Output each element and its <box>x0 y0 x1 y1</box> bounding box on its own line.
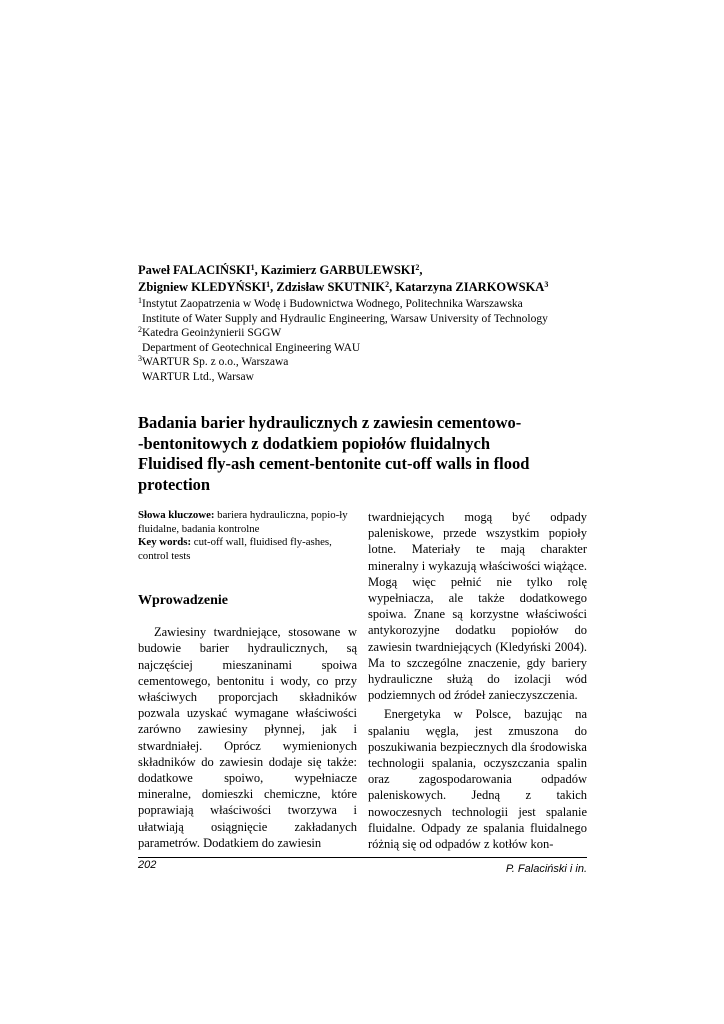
author-affil-marker: 1 <box>266 280 271 289</box>
body-paragraph: twardniejących mogą być odpady paleniskowe, przede wszystkim popioły lotne. Materiały te mają charakter mineralny i wykazują właściwości wiążące. Mogą więc pełnić nie tylko rolę wypełniacza, ale także dodatkowego spoiwa. Znane są korzystne właściwości antykorozyjne dodatku popiołów do zawiesin twardniejących (Kledyński 2004). Ma to szczególne znaczenie, gdy bariery hydrauliczne służą do izolacji wód podziemnych od źródeł zanieczyszczenia. <box>368 510 588 703</box>
author-name: , Kazimierz GARBULEWSKI <box>254 263 416 277</box>
running-author: P. Falaciński i in. <box>505 863 587 875</box>
body-paragraph: Zawiesiny twardniejące, stosowane w budowie barier hydraulicznych, są najczęściej mieszaninami spoiwa cementowego, bentonitu i wody, co przy właściwych proporcjach składników pozwala uzyskać wymagane właściwości zarówno zawiesiny płynnej, jak i stwardniałej. Oprócz wymienionych składników do zawiesin dodaje się także: dodatkowe spoiwo, wypełniacze mineralne, domieszki chemiczne, które poprawiają właściwości tworzywa i ułatwiają osiągnięcie zakładanych parametrów. Dodatkiem do zawiesin <box>138 625 357 850</box>
author-affil-marker: 1 <box>250 263 255 272</box>
keywords-en-text: cut-off wall, fluidised fly-ashes, control tests <box>138 536 332 562</box>
affiliation-2-pl: $^2$Katedra Geoinżynierii SGGW <box>138 325 282 339</box>
author-name: Zbigniew KLEDYŃSKI <box>138 280 267 294</box>
author-line-2 <box>138 279 608 296</box>
title-line: Badania barier hydraulicznych z zawiesin cementowo- <box>138 413 522 432</box>
author-separator: , <box>419 263 423 277</box>
keywords-en <box>138 536 357 563</box>
affiliation-3-pl: $^3$WARTUR Sp. z o.o., Warszawa <box>138 354 289 368</box>
author-affil-marker: 3 <box>544 280 549 289</box>
affiliations <box>138 297 608 384</box>
left-column <box>138 509 357 851</box>
author-affil-marker: 2 <box>385 280 390 289</box>
body-paragraph: Energetyka w Polsce, bazując na spalaniu węgla, jest zmuszona do poszukiwania bezpiecznych dla środowiska technologii spalania, oczyszczania spalin oraz zagospodarowania odpadów paleniskowych. Jedną z takich nowoczesnych technologii jest spalanie fluidalne. Odpady ze spalania fluidalnego różnią się od odpadów z kotłów kon- <box>368 707 587 852</box>
keywords-pl-label: Słowa kluczowe: <box>138 509 215 521</box>
section-heading: Wprowadzenie <box>138 593 228 608</box>
author-list <box>138 262 608 296</box>
keywords-en-label: Key words: <box>138 536 192 548</box>
keywords-pl-text: bariera hydrauliczna, popio-ły fluidalne, badania kontrolne <box>138 509 348 535</box>
author-line-1 <box>138 262 608 279</box>
title-line: Fluidised fly-ash cement-bentonite cut-off walls in flood <box>138 454 530 473</box>
title-line: protection <box>138 474 211 494</box>
keywords-pl <box>138 509 357 536</box>
footer-rule <box>138 857 587 858</box>
affiliation-1-en: Institute of Water Supply and Hydraulic Engineering, Warsaw University of Technology <box>142 312 548 325</box>
author-name: Paweł FALACIŃSKI <box>138 263 251 277</box>
page-number: 202 <box>138 859 157 871</box>
affiliation-3-en: WARTUR Ltd., Warsaw <box>142 370 254 383</box>
right-column <box>368 509 587 852</box>
author-name: , Katarzyna ZIARKOWSKA <box>389 280 545 294</box>
affiliation-2-en: Department of Geotechnical Engineering WAU <box>142 341 361 354</box>
affiliation-1-pl: $^1$Instytut Zaopatrzenia w Wodę i Budownictwa Wodnego, Politechnika Warszawska <box>138 296 523 310</box>
author-name: , Zdzisław SKUTNIK <box>270 280 386 294</box>
paper-title <box>138 413 588 495</box>
title-line: -bentonitowych z dodatkiem popiołów fluidalnych <box>138 433 491 453</box>
author-affil-marker: 2 <box>415 263 420 272</box>
